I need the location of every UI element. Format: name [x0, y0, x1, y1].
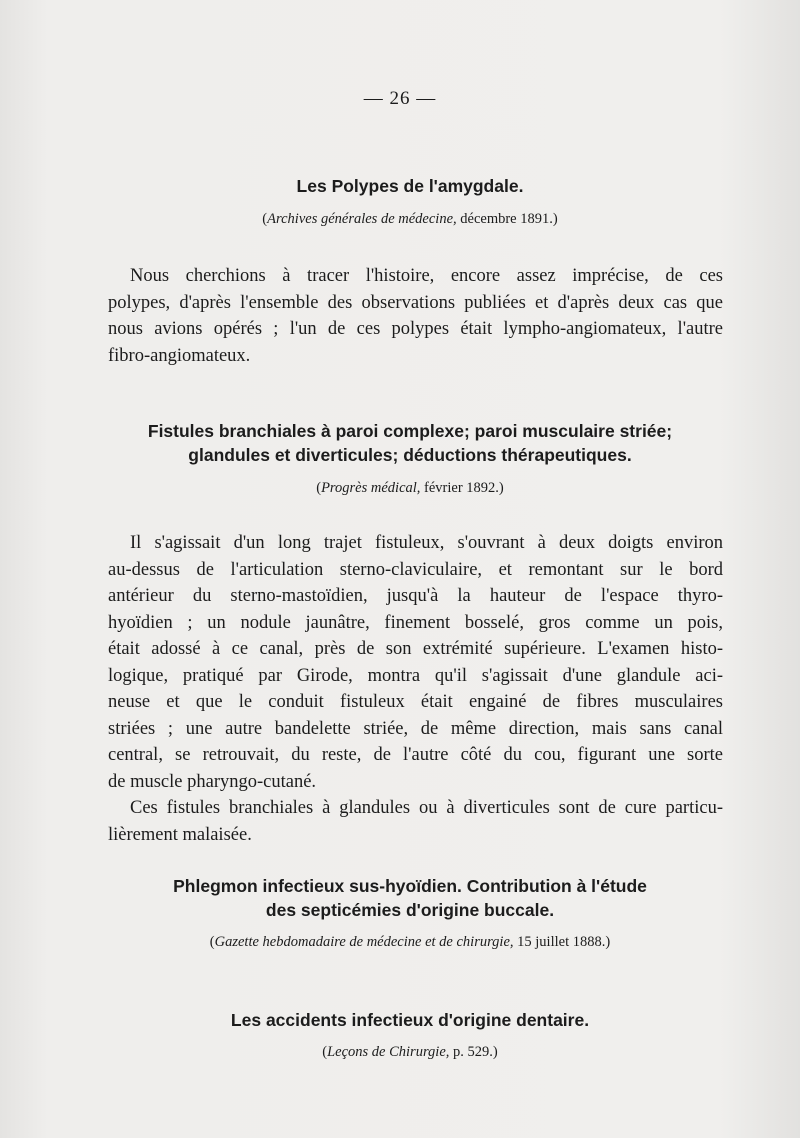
section-title-line: Fistules branchiales à paroi complexe; paroi musculaire striée;: [147, 421, 673, 441]
section-title-accidents: Les accidents infectieux d'origine dentaire.: [230, 1010, 590, 1030]
section-title-polypes: Les Polypes de l'amygdale.: [296, 176, 524, 196]
paragraph-line: logique, pratiqué par Girode, montra qu'il s'agissait d'une glandule aci-: [108, 665, 723, 686]
section-title-line: Phlegmon infectieux sus-hyoïdien. Contribution à l'étude: [173, 876, 647, 896]
paragraph-line: polypes, d'après l'ensemble des observations publiées et d'après deux cas que: [108, 292, 723, 313]
citation-journal: Leçons de Chirurgie,: [327, 1044, 450, 1060]
source-citation-polypes: [90, 211, 730, 228]
paragraph-line: hyoïdien ; un nodule jaunâtre, finement bosselé, gros comme un pois,: [108, 612, 723, 633]
citation-date: février 1892.): [420, 480, 504, 496]
section-title-line: des septicémies d'origine buccale.: [265, 900, 555, 920]
citation-journal: Archives générales de médecine,: [267, 211, 457, 227]
paragraph-line: Ces fistules branchiales à glandules ou à diverticules sont de cure particu-: [130, 798, 723, 818]
section-title-fistules: [90, 419, 730, 467]
section-title-line: glandules et diverticules; déductions thérapeutiques.: [188, 445, 632, 465]
citation-open: (: [322, 1044, 328, 1060]
citation-open: (: [316, 480, 322, 496]
citation-date: décembre 1891.): [456, 211, 558, 227]
citation-date: 15 juillet 1888.): [513, 934, 611, 950]
source-citation-accidents: [90, 1044, 730, 1061]
paragraph-fistules: [108, 530, 723, 848]
citation-journal: Progrès médical,: [321, 480, 421, 496]
source-citation-fistules: [90, 480, 730, 497]
paragraph-line: Nous cherchions à tracer l'histoire, encore assez imprécise, de ces: [130, 266, 723, 286]
paragraph-line: fibro-angiomateux.: [108, 345, 251, 366]
paragraph-line: était adossé à ce canal, près de son extrémité supérieure. L'examen histo-: [108, 639, 723, 659]
paragraph-line: de muscle pharyngo-cutané.: [108, 771, 317, 792]
paragraph-line: lièrement malaisée.: [108, 824, 252, 845]
citation-date: p. 529.): [449, 1044, 498, 1060]
paragraph-line: antérieur du sterno-mastoïdien, jusqu'à la hauteur de l'espace thyro-: [108, 586, 723, 606]
paragraph-polypes: [108, 263, 723, 369]
paragraph-line: au-dessus de l'articulation sterno-claviculaire, et remontant sur le bord: [108, 559, 723, 580]
citation-journal: Gazette hebdomadaire de médecine et de chirurgie,: [214, 934, 514, 950]
paragraph-line: striées ; une autre bandelette striée, de même direction, mais sans canal: [108, 718, 723, 739]
paragraph-line: Il s'agissait d'un long trajet fistuleux, s'ouvrant à deux doigts environ: [130, 533, 723, 553]
section-title-phlegmon: [90, 874, 730, 922]
source-citation-phlegmon: [90, 934, 730, 951]
citation-open: (: [262, 211, 268, 227]
page-number: — 26 —: [363, 88, 437, 109]
citation-open: (: [209, 934, 215, 950]
paragraph-line: central, se retrouvait, du reste, de l'autre côté du cou, figurant une sorte: [108, 745, 723, 765]
paragraph-line: nous avions opérés ; l'un de ces polypes était lympho-angiomateux, l'autre: [108, 319, 723, 339]
paragraph-line: neuse et que le conduit fistuleux était engainé de fibres musculaires: [108, 692, 723, 712]
